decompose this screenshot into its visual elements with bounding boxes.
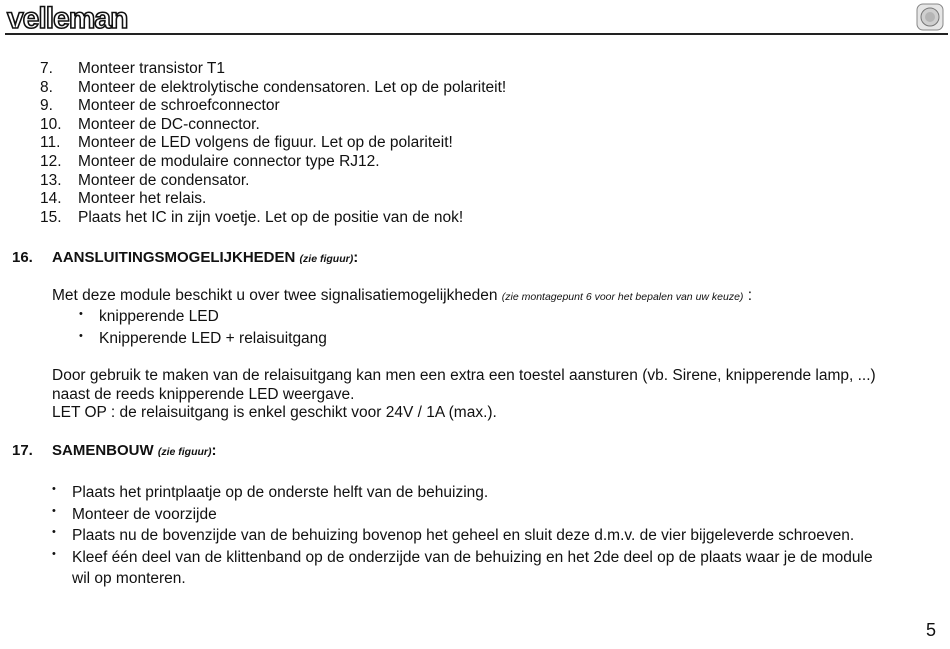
assembly-instructions-list xyxy=(52,482,873,590)
list-item: • Plaats nu de bovenzijde van de behuizing bovenop het geheel en sluit deze d.m.v. de vier bijgeleverde schroeven. xyxy=(52,525,873,547)
seal-badge-icon xyxy=(916,3,944,31)
list-item: 14. Monteer het relais. xyxy=(40,190,207,208)
list-item: • Kleef één deel van de klittenband op de onderzijde van de behuizing en het 2de deel op de plaats waar je de module wil op monteren. xyxy=(52,547,873,590)
page-number: 5 xyxy=(926,620,937,640)
section-16-heading: 16. AANSLUITINGSMOGELIJKHEDEN (zie figuur): xyxy=(12,249,359,266)
list-item: 9. Monteer de schroefconnector xyxy=(40,97,280,115)
list-item: • knipperende LED xyxy=(79,306,327,328)
list-item: 13. Monteer de condensator. xyxy=(40,171,250,189)
header-divider xyxy=(5,33,948,35)
list-item: • Knipperende LED + relaisuitgang xyxy=(79,328,327,350)
list-item: 7. Monteer transistor T1 xyxy=(40,60,226,77)
list-item: 8. Monteer de elektrolytische condensatoren. Let op de polariteit! xyxy=(40,78,507,96)
paragraph-line: naast de reeds knipperende LED weergave. xyxy=(52,385,355,403)
section-16-intro: Met deze module beschikt u over twee signalisatiemogelijkheden (zie montagepunt 6 voor het bepalen van uw keuze) : xyxy=(52,287,753,304)
list-item: 15. Plaats het IC in zijn voetje. Let op de positie van de nok! xyxy=(40,208,464,226)
list-item: 11. Monteer de LED volgens de figuur. Let op de polariteit! xyxy=(40,134,453,152)
options-list xyxy=(79,306,327,350)
list-item: • Plaats het printplaatje op de onderste helft van de behuizing. xyxy=(52,482,873,504)
logo-text: velleman xyxy=(7,2,128,35)
paragraph-line: LET OP : de relaisuitgang is enkel geschikt voor 24V / 1A (max.). xyxy=(52,404,497,422)
velleman-logo xyxy=(7,4,143,34)
section-17-heading: 17. SAMENBOUW (zie figuur): xyxy=(12,442,217,459)
list-item: 10. Monteer de DC-connector. xyxy=(40,115,260,133)
list-item: • Monteer de voorzijde xyxy=(52,504,873,526)
list-item: 12. Monteer de modulaire connector type RJ12. xyxy=(40,152,380,170)
assembly-steps-list xyxy=(40,60,506,227)
paragraph-line: Door gebruik te maken van de relaisuitgang kan men een extra een toestel aansturen (vb. Sirene, knipperende lamp, ...) xyxy=(52,367,876,384)
section-16-paragraph xyxy=(52,367,876,423)
